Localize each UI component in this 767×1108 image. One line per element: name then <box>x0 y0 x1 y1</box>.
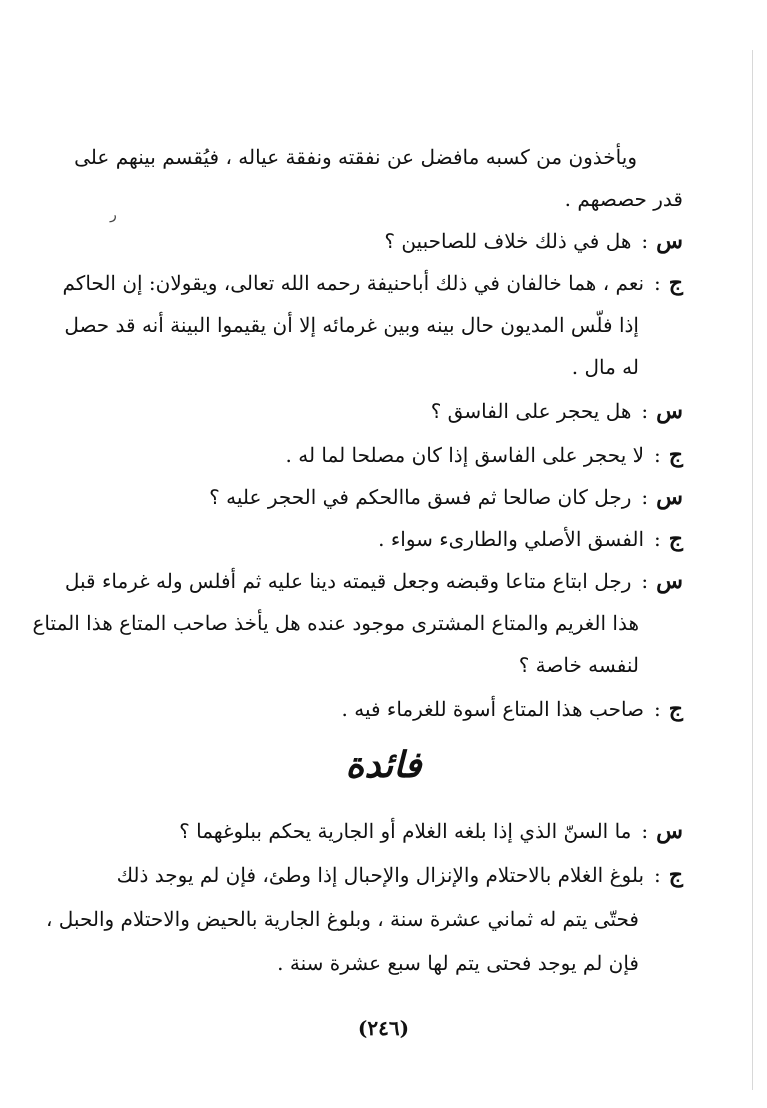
separator: : <box>641 485 649 509</box>
separator: : <box>654 863 661 887</box>
question-text: رجل ابتاع متاعا وقبضه وجعل قيمته دينا عليه ثم أفلس وله غرماء قبل <box>64 569 632 593</box>
separator: : <box>641 819 649 843</box>
question-text: ما السنّ الذي إذا بلغه الغلام أو الجارية يحكم ببلوغهما ؟ <box>179 819 632 843</box>
question-4-line-3: لنفسه خاصة ؟ <box>518 653 639 677</box>
answer-marker: ج <box>668 442 683 468</box>
answer-text: بلوغ الغلام بالاحتلام والإنزال والإحبال إذا وطئ، فإن لم يوجد ذلك <box>116 863 645 887</box>
answer-3 <box>378 524 683 554</box>
section-heading: فائدة <box>345 744 422 786</box>
answer-4 <box>342 694 683 724</box>
question-text: هل يحجر على الفاسق ؟ <box>430 399 632 423</box>
margin-mark: ر <box>110 207 117 223</box>
answer-marker: ج <box>668 696 683 722</box>
question-text: هل في ذلك خلاف للصاحبين ؟ <box>384 229 632 253</box>
answer-2 <box>286 440 683 470</box>
answer-text: الفسق الأصلي والطارىء سواء . <box>378 527 645 551</box>
separator: : <box>654 697 661 721</box>
question-marker: س <box>656 818 683 844</box>
separator: : <box>641 399 649 423</box>
question-marker: س <box>656 398 683 424</box>
answer-5 <box>117 860 683 890</box>
answer-text: لا يحجر على الفاسق إذا كان مصلحا لما له . <box>285 443 645 467</box>
answer-marker: ج <box>668 526 683 552</box>
page-number: (٢٤٦) <box>357 1016 410 1040</box>
separator: : <box>654 527 661 551</box>
answer-marker: ج <box>668 862 683 888</box>
answer-1-line-3: له مال . <box>571 355 639 379</box>
question-marker: س <box>656 484 683 510</box>
separator: : <box>654 271 661 295</box>
page-edge-line <box>752 50 753 1090</box>
question-2 <box>431 396 683 426</box>
separator: : <box>654 443 661 467</box>
answer-1-line-2: إذا فلّس المديون حال بينه وبين غرمائه إلا أن يقيموا البينة أنه قد حصل <box>64 313 639 337</box>
answer-marker: ج <box>668 270 683 296</box>
answer-1 <box>62 268 683 298</box>
answer-text: صاحب هذا المتاع أسوة للغرماء فيه . <box>341 697 645 721</box>
separator: : <box>641 229 649 253</box>
intro-line-1: ويأخذون من كسبه مافضل عن نفقته ونفقة عياله ، فيُقسم بينهم على <box>74 145 637 169</box>
question-text: رجل كان صالحا ثم فسق ماالحكم في الحجر عليه ؟ <box>209 485 632 509</box>
answer-text: نعم ، هما خالفان في ذلك أباحنيفة رحمه الله تعالى، ويقولان: إن الحاكم <box>62 271 645 295</box>
question-3 <box>209 482 683 512</box>
separator: : <box>641 569 649 593</box>
question-marker: س <box>656 228 683 254</box>
question-5 <box>179 816 683 846</box>
intro-line-2: قدر حصصهم . <box>564 187 683 211</box>
question-4 <box>65 566 683 596</box>
question-marker: س <box>656 568 683 594</box>
answer-5-line-2: فحتّى يتم له ثماني عشرة سنة ، وبلوغ الجارية بالحيض والاحتلام والحبل ، <box>45 907 639 931</box>
answer-5-line-3: فإن لم يوجد فحتى يتم لها سبع عشرة سنة . <box>277 951 639 975</box>
question-1 <box>384 226 683 256</box>
question-4-line-2: هذا الغريم والمتاع المشترى موجود عنده هل يأخذ صاحب المتاع هذا المتاع <box>32 611 639 635</box>
